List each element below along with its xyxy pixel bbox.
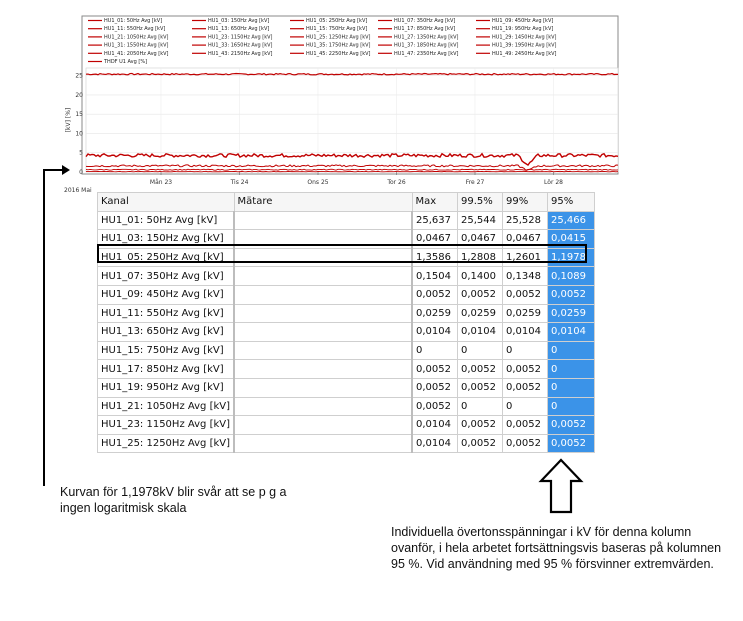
header-p99[interactable]: 99% [503, 193, 548, 212]
legend-entry: HU1_29: 1450Hz Avg [kV] [492, 34, 557, 41]
cell-p995[interactable]: 0,0052 [458, 360, 503, 379]
cell-p995[interactable]: 0 [458, 397, 503, 416]
legend-entry: HU1_31: 1550Hz Avg [kV] [104, 42, 169, 49]
cell-max[interactable]: 0,0052 [412, 285, 458, 304]
legend-entry: HU1_35: 1750Hz Avg [kV] [306, 42, 371, 49]
y-tick-label: 15 [75, 111, 83, 119]
cell-p95[interactable]: 0 [548, 378, 595, 397]
header-p995[interactable]: 99.5% [458, 193, 503, 212]
cell-p95[interactable]: 0,1089 [548, 267, 595, 286]
cell-p99[interactable]: 0,0052 [503, 285, 548, 304]
cell-p99[interactable]: 0 [503, 397, 548, 416]
x-tick-label: Ons 25 [307, 179, 329, 186]
cell-kanal[interactable]: HU1_23: 1150Hz Avg [kV] [98, 416, 235, 435]
header-matare[interactable]: Mätare [234, 193, 412, 212]
legend-entry: HU1_19: 950Hz Avg [kV] [492, 26, 554, 33]
x-tick-label: Lör 28 [544, 179, 563, 186]
legend-entry: HU1_45: 2250Hz Avg [kV] [306, 50, 371, 57]
cell-max[interactable]: 25,637 [412, 211, 458, 230]
note-95-percent: Individuella övertonsspänningar i kV för denna kolumn ovanför, i hela arbetet fortsättningsvis baseras på kolumnen 95 %. Vid användning med 95 % försvinner extremvärden. [391, 525, 722, 571]
cell-p95[interactable]: 0 [548, 341, 595, 360]
cell-max[interactable]: 0,0104 [412, 434, 458, 453]
cell-p95[interactable]: 0 [548, 360, 595, 379]
cell-p99[interactable]: 0 [503, 341, 548, 360]
legend-entry: HU1_05: 250Hz Avg [kV] [306, 18, 368, 24]
cell-p95[interactable]: 0,0259 [548, 304, 595, 323]
y-axis-label: [kV] [%] [65, 107, 72, 133]
cell-max[interactable]: 0 [412, 341, 458, 360]
cell-kanal[interactable]: HU1_05: 250Hz Avg [kV] [98, 248, 235, 267]
x-tick-label: Fre 27 [465, 179, 485, 186]
y-tick-label: 20 [75, 91, 83, 99]
header-p95[interactable]: 95% [548, 193, 595, 212]
legend-entry: HU1_33: 1650Hz Avg [kV] [208, 42, 273, 49]
x-tick-label: Mån 23 [149, 179, 173, 186]
cell-kanal[interactable]: HU1_15: 750Hz Avg [kV] [98, 341, 235, 360]
x-tick-label: Tor 26 [387, 179, 406, 186]
cell-p95[interactable]: 0 [548, 397, 595, 416]
legend-entry: HU1_43: 2150Hz Avg [kV] [208, 50, 273, 57]
header-kanal[interactable]: Kanal [98, 193, 235, 212]
cell-p99[interactable]: 0,0052 [503, 360, 548, 379]
cell-kanal[interactable]: HU1_11: 550Hz Avg [kV] [98, 304, 235, 323]
legend-entry: HU1_25: 1250Hz Avg [kV] [306, 34, 371, 41]
up-arrow-icon [541, 460, 581, 512]
cell-p99[interactable]: 0,0052 [503, 416, 548, 435]
cell-max[interactable]: 0,0259 [412, 304, 458, 323]
cell-kanal[interactable]: HU1_13: 650Hz Avg [kV] [98, 323, 235, 342]
date-label: 2016 Maj [64, 187, 92, 192]
header-max[interactable]: Max [412, 193, 458, 212]
cell-p995[interactable]: 0,0052 [458, 434, 503, 453]
cell-p99[interactable]: 1,2601 [503, 248, 548, 267]
cell-p95[interactable]: 1,1978 [548, 248, 595, 267]
cell-p99[interactable]: 0,1348 [503, 267, 548, 286]
cell-max[interactable]: 0,1504 [412, 267, 458, 286]
cell-p95[interactable]: 25,466 [548, 211, 595, 230]
left-pointer-line [44, 170, 62, 486]
cell-p95[interactable]: 0,0052 [548, 434, 595, 453]
cell-p99[interactable]: 25,528 [503, 211, 548, 230]
cell-p95[interactable]: 0,0415 [548, 230, 595, 249]
cell-kanal[interactable]: HU1_17: 850Hz Avg [kV] [98, 360, 235, 379]
cell-p995[interactable]: 0,0467 [458, 230, 503, 249]
y-tick-label: 10 [75, 130, 83, 138]
y-tick-label: 5 [79, 149, 83, 157]
cell-p95[interactable]: 0,0052 [548, 416, 595, 435]
cell-max[interactable]: 0,0052 [412, 397, 458, 416]
legend-entry: HU1_15: 750Hz Avg [kV] [306, 26, 368, 33]
cell-p995[interactable]: 0,0052 [458, 285, 503, 304]
cell-max[interactable]: 0,0052 [412, 360, 458, 379]
cell-p995[interactable]: 25,544 [458, 211, 503, 230]
legend-entry: HU1_41: 2050Hz Avg [kV] [104, 50, 169, 57]
cell-p99[interactable]: 0,0259 [503, 304, 548, 323]
legend-entry: HU1_27: 1350Hz Avg [kV] [394, 34, 459, 41]
cell-max[interactable]: 0,0104 [412, 323, 458, 342]
cell-max[interactable]: 0,0104 [412, 416, 458, 435]
legend-entry: HU1_03: 150Hz Avg [kV] [208, 18, 270, 24]
cell-max[interactable]: 0,0467 [412, 230, 458, 249]
legend-entry: HU1_37: 1850Hz Avg [kV] [394, 42, 459, 49]
cell-kanal[interactable]: HU1_21: 1050Hz Avg [kV] [98, 397, 235, 416]
cell-p995[interactable]: 0,0052 [458, 416, 503, 435]
cell-kanal[interactable]: HU1_03: 150Hz Avg [kV] [98, 230, 235, 249]
cell-p99[interactable]: 0,0052 [503, 434, 548, 453]
cell-p995[interactable]: 0,1400 [458, 267, 503, 286]
legend-entry: HU1_17: 850Hz Avg [kV] [394, 26, 456, 33]
cell-kanal[interactable]: HU1_01: 50Hz Avg [kV] [98, 211, 235, 230]
cell-p99[interactable]: 0,0467 [503, 230, 548, 249]
y-tick-label: 25 [75, 72, 83, 80]
cell-kanal[interactable]: HU1_09: 450Hz Avg [kV] [98, 285, 235, 304]
legend-entry: HU1_07: 350Hz Avg [kV] [394, 18, 456, 24]
cell-max[interactable]: 1,3586 [412, 248, 458, 267]
cell-p95[interactable]: 0,0104 [548, 323, 595, 342]
legend-entry: HU1_47: 2350Hz Avg [kV] [394, 50, 459, 57]
cell-p99[interactable]: 0,0104 [503, 323, 548, 342]
left-arrow-head [62, 165, 70, 175]
cell-p99[interactable]: 0,0052 [503, 378, 548, 397]
x-tick-label: Tis 24 [230, 179, 249, 186]
cell-p995[interactable]: 0,0259 [458, 304, 503, 323]
note-logarithmic-scale: Kurvan för 1,1978kV blir svår att se p g a ingen logaritmisk skala [60, 485, 287, 515]
legend-entry: HU1_49: 2450Hz Avg [kV] [492, 50, 557, 57]
legend-entry: HU1_13: 650Hz Avg [kV] [208, 26, 270, 33]
cell-p95[interactable]: 0,0052 [548, 285, 595, 304]
cell-kanal[interactable]: HU1_19: 950Hz Avg [kV] [98, 378, 235, 397]
legend-entry: HU1_23: 1150Hz Avg [kV] [208, 34, 273, 41]
cell-kanal[interactable]: HU1_07: 350Hz Avg [kV] [98, 267, 235, 286]
cell-p995[interactable]: 1,2808 [458, 248, 503, 267]
cell-max[interactable]: 0,0052 [412, 378, 458, 397]
legend-entry: THDF U1 Avg [%] [104, 59, 148, 65]
legend-entry: HU1_11: 550Hz Avg [kV] [104, 26, 166, 33]
y-tick-label: 0 [79, 169, 83, 176]
cell-p995[interactable]: 0 [458, 341, 503, 360]
legend-entry: HU1_21: 1050Hz Avg [kV] [104, 34, 169, 41]
cell-p995[interactable]: 0,0104 [458, 323, 503, 342]
legend-entry: HU1_39: 1950Hz Avg [kV] [492, 42, 557, 49]
legend-entry: HU1_09: 450Hz Avg [kV] [492, 18, 554, 24]
cell-p995[interactable]: 0,0052 [458, 378, 503, 397]
legend-entry: HU1_01: 50Hz Avg [kV] [104, 18, 163, 24]
cell-kanal[interactable]: HU1_25: 1250Hz Avg [kV] [98, 434, 235, 453]
